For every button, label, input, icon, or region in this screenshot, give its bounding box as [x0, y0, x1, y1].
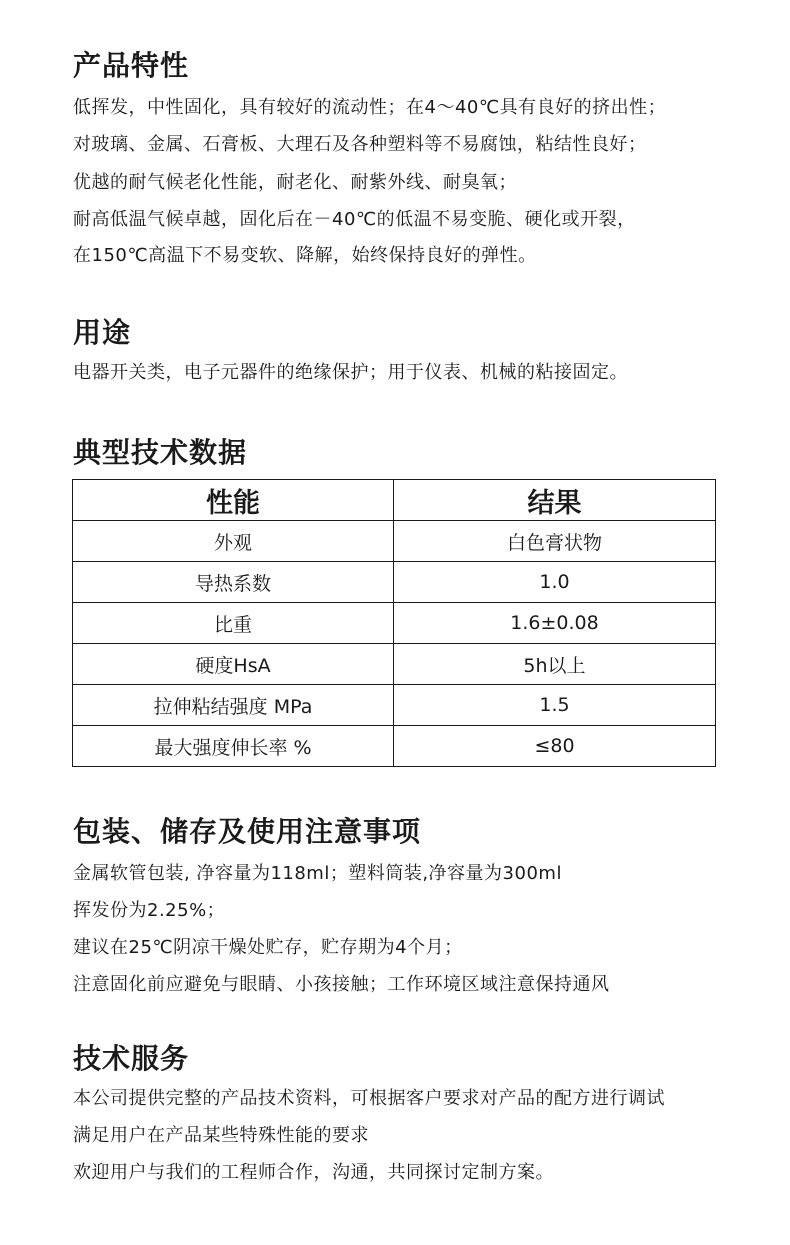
table-cell-result: 1.0 [394, 562, 716, 603]
table-cell-property: 硬度HsA [73, 644, 394, 685]
table-cell-result: ≤80 [394, 726, 716, 767]
service-title: 技术服务 [73, 1042, 190, 1075]
table-row [73, 603, 716, 644]
packaging-line-2: 挥发份为2.25%； [73, 900, 226, 921]
table-row [73, 644, 716, 685]
properties-line-1: 低挥发，中性固化，具有较好的流动性；在4～40℃具有良好的挤出性； [73, 97, 667, 118]
table-row [73, 685, 716, 726]
table-header-property: 性能 [73, 480, 394, 521]
table-cell-result: 1.5 [394, 685, 716, 726]
table-cell-property: 比重 [73, 603, 394, 644]
table-row [73, 521, 716, 562]
table-row [73, 726, 716, 767]
service-line-3: 欢迎用户与我们的工程师合作，沟通，共同探讨定制方案。 [73, 1162, 554, 1183]
service-line-1: 本公司提供完整的产品技术资料，可根据客户要求对产品的配方进行调试 [73, 1088, 665, 1109]
table-header-row [73, 480, 716, 521]
table-cell-property: 最大强度伸长率 % [73, 726, 394, 767]
usage-title: 用途 [73, 316, 132, 349]
table-cell-property: 导热系数 [73, 562, 394, 603]
packaging-line-1: 金属软管包装, 净容量为118ml；塑料筒装,净容量为300ml [73, 863, 562, 884]
service-line-2: 满足用户在产品某些特殊性能的要求 [73, 1125, 369, 1146]
packaging-line-4: 注意固化前应避免与眼睛、小孩接触；工作环境区域注意保持通风 [73, 974, 610, 995]
table-row [73, 562, 716, 603]
properties-line-4: 耐高低温气候卓越，固化后在－40℃的低温不易变脆、硬化或开裂， [73, 209, 636, 230]
tech-data-table [72, 479, 716, 767]
packaging-title: 包装、储存及使用注意事项 [73, 815, 422, 848]
packaging-line-3: 建议在25℃阴凉干燥处贮存，贮存期为4个月； [73, 937, 463, 958]
table-cell-result: 1.6±0.08 [394, 603, 716, 644]
table-cell-property: 拉伸粘结强度 MPa [73, 685, 394, 726]
usage-line-1: 电器开关类，电子元器件的绝缘保护；用于仪表、机械的粘接固定。 [73, 362, 628, 383]
tech-data-title: 典型技术数据 [73, 436, 248, 469]
table-cell-result: 5h以上 [394, 644, 716, 685]
properties-line-5: 在150℃高温下不易变软、降解，始终保持良好的弹性。 [73, 245, 537, 266]
table-cell-result: 白色膏状物 [394, 521, 716, 562]
properties-line-3: 优越的耐气候老化性能，耐老化、耐紫外线、耐臭氧； [73, 172, 517, 193]
table-cell-property: 外观 [73, 521, 394, 562]
properties-line-2: 对玻璃、金属、石膏板、大理石及各种塑料等不易腐蚀，粘结性良好； [73, 134, 647, 155]
table-header-result: 结果 [394, 480, 716, 521]
properties-title: 产品特性 [73, 49, 190, 82]
